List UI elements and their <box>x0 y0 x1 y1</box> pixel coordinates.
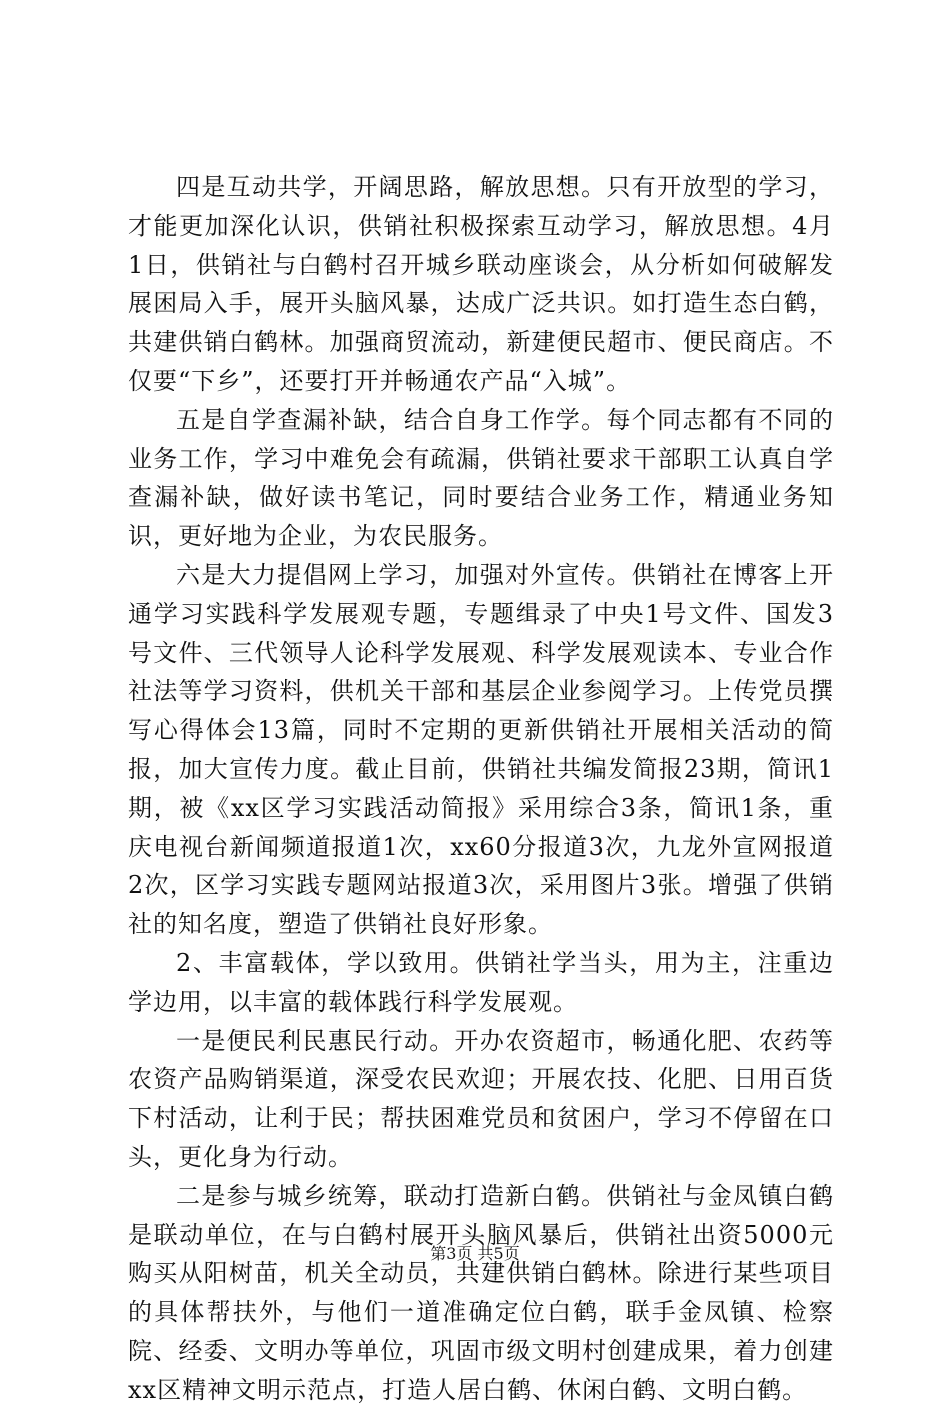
paragraph-self-study: 五是自学查漏补缺，结合自身工作学。每个同志都有不同的业务工作，学习中难免会有疏漏，供销社要求干部职工认真自学查漏补缺，做好读书笔记，同时要结合业务工作，精通业务知识，更好地为企业，为农民服务。 <box>128 405 834 551</box>
paragraph-urban-rural-coordination: 二是参与城乡统筹，联动打造新白鹤。供销社与金凤镇白鹤是联动单位，在与白鹤村展开头脑风暴后，供销社出资5000元购买从阳树苗，机关全动员，共建供销白鹤林。除进行某些项目的具体帮扶外，与他们一道准确定位白鹤，联手金凤镇、检察院、经委、文明办等单位，巩固市级文明村创建成果，着力创建xx区精神文明示范点，打造人居白鹤、休闲白鹤、文明白鹤。 <box>128 1181 834 1404</box>
paragraph-online-learning: 六是大力提倡网上学习，加强对外宣传。供销社在博客上开通学习实践科学发展观专题，专题缉录了中央1号文件、国发3号文件、三代领导人论科学发展观、科学发展观读本、专业合作社法等学习资料，供机关干部和基层企业参阅学习。上传党员撰写心得体会13篇，同时不定期的更新供销社开展相关活动的简报，加大宣传力度。截止目前，供销社共编发简报23期，简讯1期，被《xx区学习实践活动简报》采用综合3条，简讯1条，重庆电视台新闻频道报道1次，xx60分报道3次，九龙外宣网报道2次，区学习实践专题网站报道3次，采用图片3张。增强了供销社的知名度，塑造了供销社良好形象。 <box>128 560 834 939</box>
document-body <box>128 168 834 1410</box>
page-number-footer: 第3页 共5页 <box>430 1244 520 1263</box>
paragraph-convenience-actions: 一是便民利民惠民行动。开办农资超市，畅通化肥、农药等农资产品购销渠道，深受农民欢迎；开展农技、化肥、日用百货下村活动，让利于民；帮扶困难党员和贫困户，学习不停留在口头，更化身为行动。 <box>128 1026 834 1171</box>
paragraph-interactive-learning: 四是互动共学，开阔思路，解放思想。只有开放型的学习，才能更加深化认识，供销社积极探索互动学习，解放思想。4月1日，供销社与白鹤村召开城乡联动座谈会，从分析如何破解发展困局入手，展开头脑风暴，达成广泛共识。如打造生态白鹤，共建供销白鹤林。加强商贸流动，新建便民超市、便民商店。不仅要“下乡”，还要打开并畅通农产品“入城”。 <box>128 173 834 395</box>
paragraph-section-2-heading: 2、丰富载体，学以致用。供销社学当头，用为主，注重边学边用，以丰富的载体践行科学发展观。 <box>128 948 834 1016</box>
